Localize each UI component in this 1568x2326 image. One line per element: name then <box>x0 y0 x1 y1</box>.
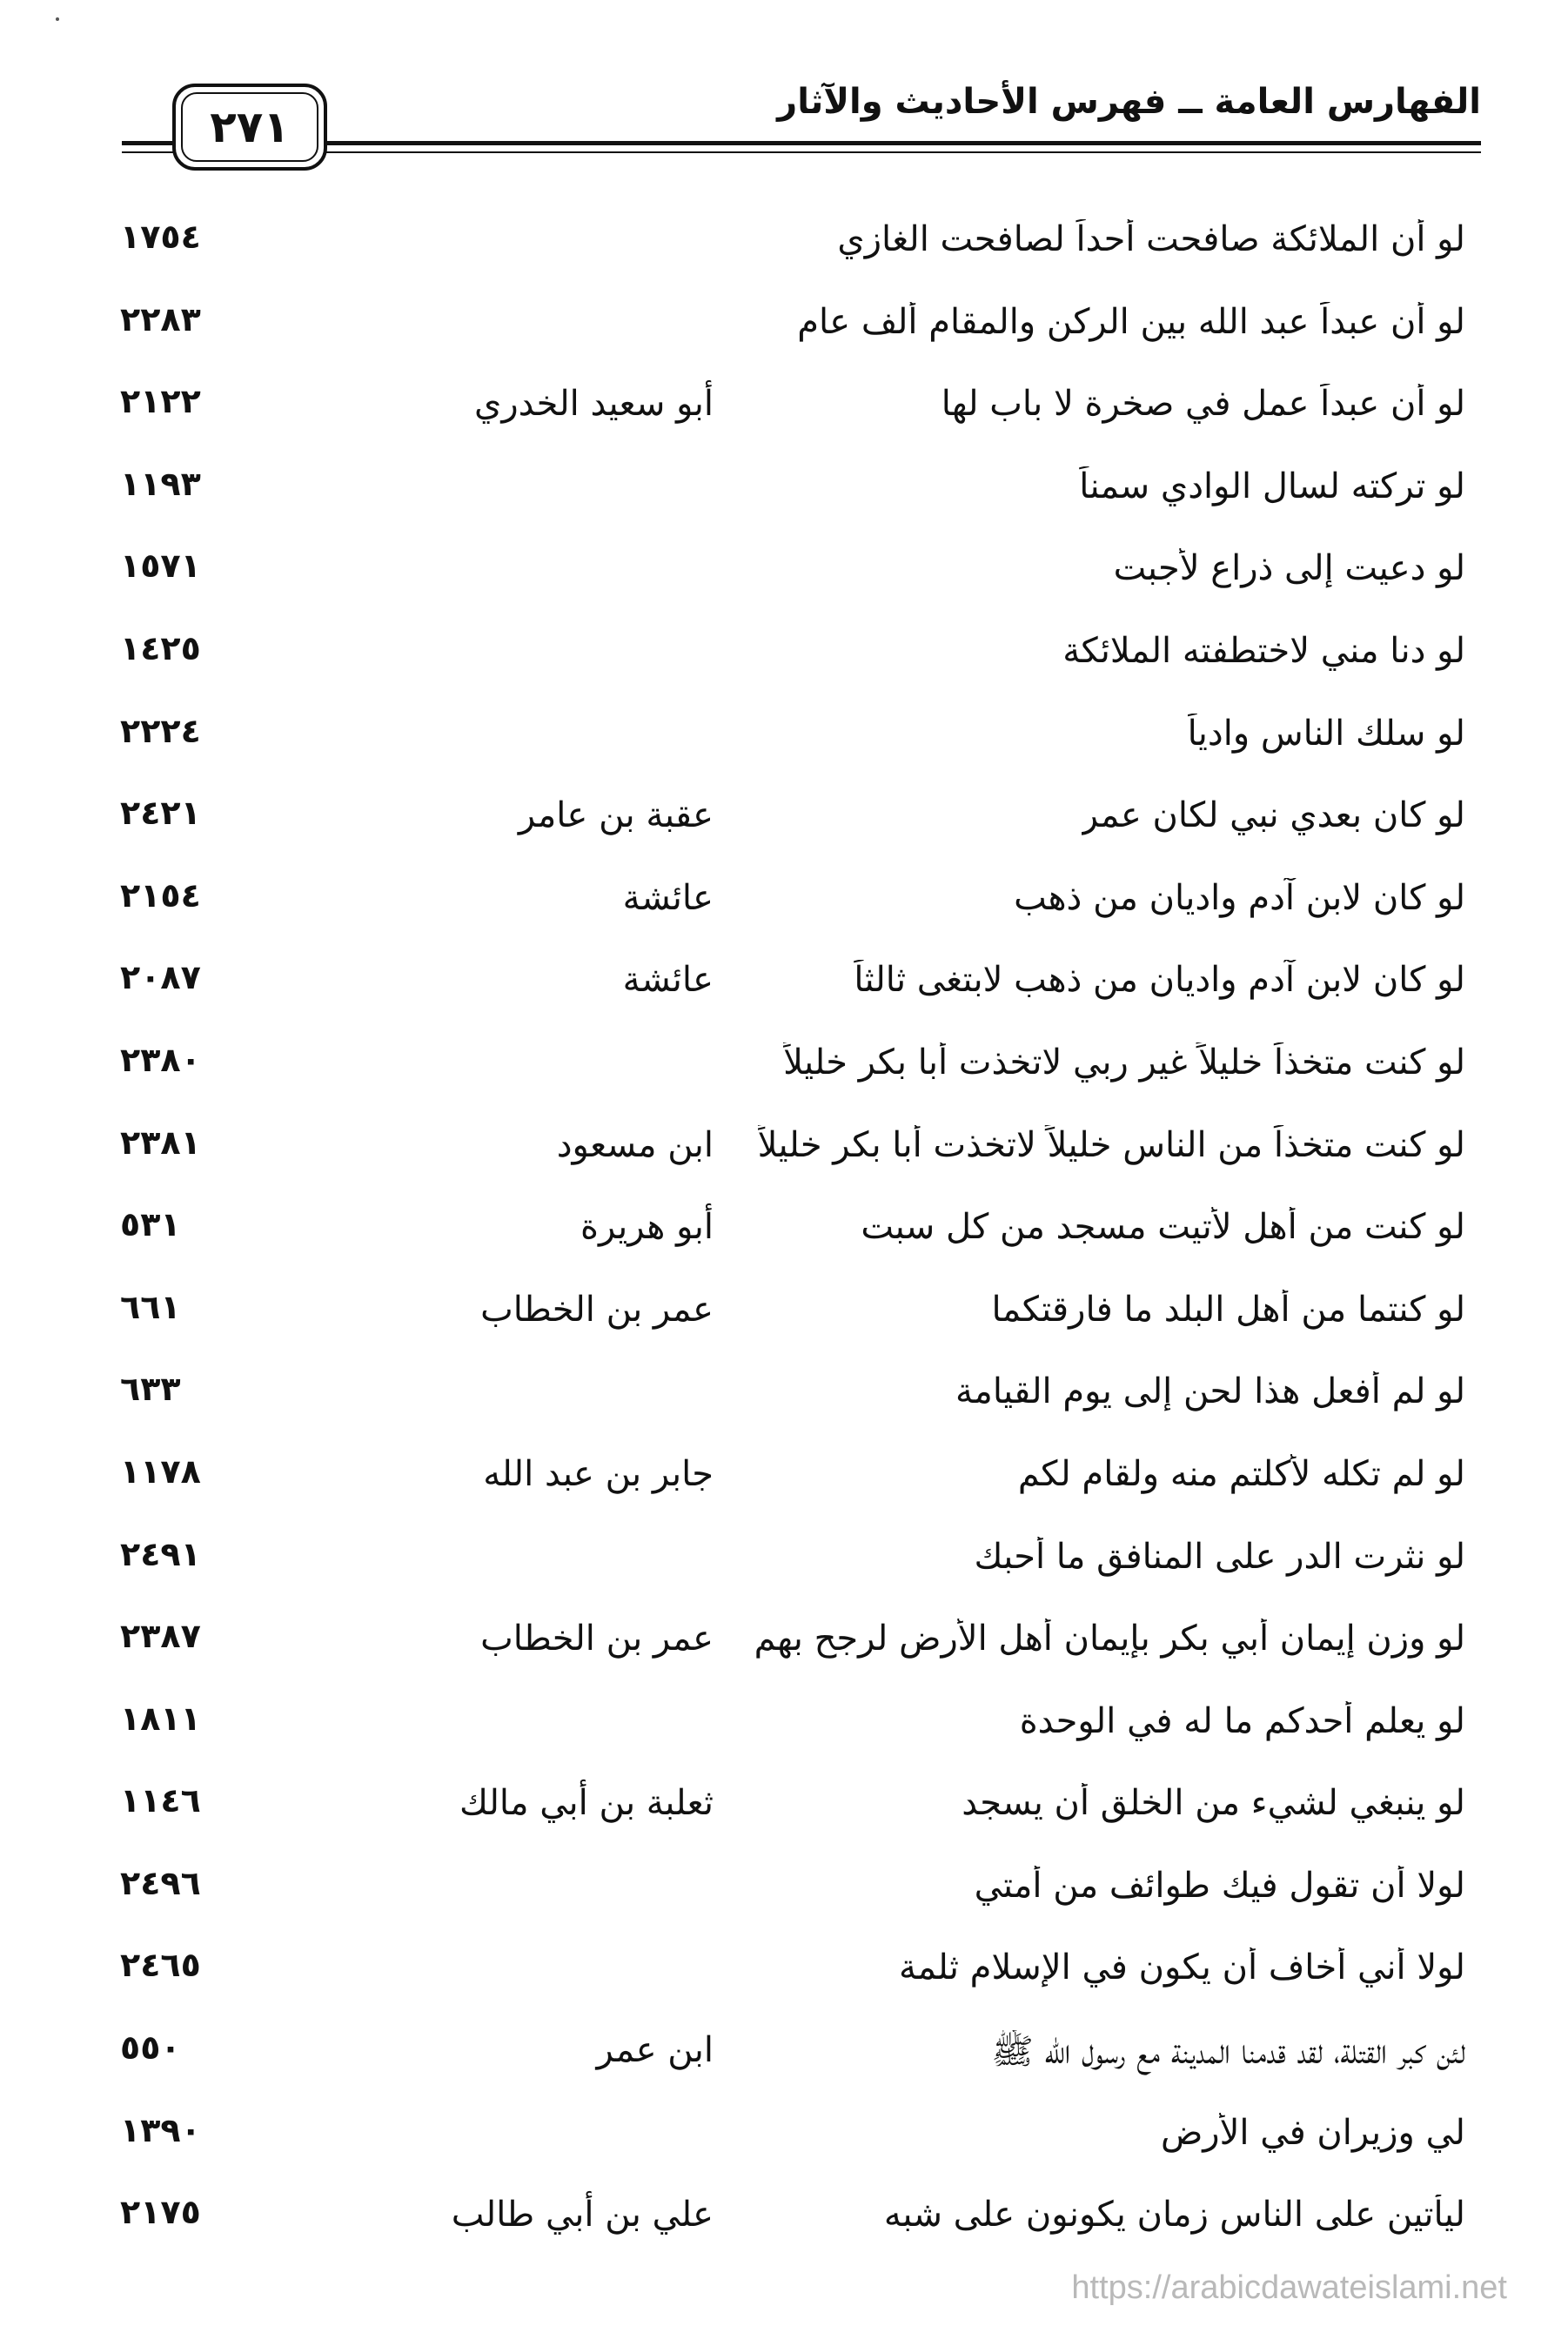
hadith-text: لو تركته لسال الوادي سمناً <box>1079 466 1465 506</box>
hadith-text: لو كان بعدي نبي لكان عمر <box>1081 795 1465 836</box>
hadith-number: ٢٣٨٧ <box>120 1617 201 1656</box>
index-entry <box>0 1195 1568 1277</box>
index-entry <box>0 1525 1568 1607</box>
index-entry <box>0 948 1568 1030</box>
narrator-name: علي بن أبي طالب <box>451 2195 714 2236</box>
hadith-text: لو سلك الناس وادياً <box>1187 713 1465 754</box>
hadith-text: لو كنت متخذاً من الناس خليلاً لاتخذت أبا بكر خليلاً <box>757 1124 1465 1165</box>
hadith-text: لو لم تكله لأكلتم منه ولقام لكم <box>1017 1453 1465 1494</box>
index-entry <box>0 783 1568 866</box>
narrator-name: عمر بن الخطاب <box>480 1619 714 1659</box>
scan-speck <box>56 17 59 21</box>
index-entry <box>0 1277 1568 1360</box>
hadith-text: لو كنت متخذاً خليلاً غير ربي لاتخذت أبا بكر خليلاً <box>783 1042 1465 1083</box>
hadith-number: ٢٤٩٦ <box>120 1863 201 1902</box>
index-entry <box>0 290 1568 372</box>
hadith-number: ٢٣٨١ <box>120 1123 201 1162</box>
narrator-name: ابن مسعود <box>556 1124 714 1165</box>
hadith-number: ١١٧٨ <box>120 1451 201 1491</box>
hadith-number: ١١٩٣ <box>120 464 201 503</box>
index-entry <box>0 1030 1568 1113</box>
index-entry <box>0 1771 1568 1853</box>
narrator-name: عائشة <box>622 877 714 918</box>
hadith-number: ٢١٧٥ <box>120 2193 201 2232</box>
hadith-text: لو دنا مني لاختطفته الملائكة <box>1062 630 1465 671</box>
narrator-name: ابن عمر <box>596 2030 714 2071</box>
hadith-number: ٥٣١ <box>120 1205 181 1244</box>
hadith-text: لو كان لابن آدم واديان من ذهب <box>1014 877 1465 918</box>
index-entry <box>0 207 1568 290</box>
narrator-name: عمر بن الخطاب <box>480 1289 714 1330</box>
hadith-number: ٢٤٩١ <box>120 1534 201 1573</box>
narrator-name: أبو هريرة <box>580 1207 714 1248</box>
hadith-number: ٢٢٢٤ <box>120 711 201 750</box>
running-title: الفهارس العامة ــ فهرس الأحاديث والآثار <box>777 82 1481 122</box>
index-entry <box>0 1606 1568 1689</box>
hadith-text: لئن كبر القتلة، لقد قدمنا المدينة مع رسول الله ﷺ <box>991 2032 1465 2073</box>
hadith-number: ٢٠٨٧ <box>120 958 201 997</box>
hadith-number: ٢٣٨٠ <box>120 1040 201 1079</box>
index-entry <box>0 2018 1568 2101</box>
hadith-number: ٢١٥٤ <box>120 875 201 915</box>
hadith-text: لو كان لابن آدم واديان من ذهب لابتغى ثالثاً <box>854 960 1465 1001</box>
index-entry <box>0 2182 1568 2265</box>
index-entry <box>0 1853 1568 1936</box>
hadith-text: لو كنت من أهل لأتيت مسجد من كل سبت <box>861 1207 1465 1248</box>
index-entry <box>0 1113 1568 1196</box>
hadith-text: لو أن عبداً عبد الله بين الركن والمقام ألف عام <box>797 301 1465 342</box>
hadith-number: ١٨١١ <box>120 1699 201 1738</box>
hadith-text: ليأتين على الناس زمان يكونون على شبه <box>883 2195 1465 2236</box>
index-entry <box>0 1689 1568 1772</box>
hadith-number: ١٣٩٠ <box>120 2110 201 2149</box>
index-entry <box>0 536 1568 619</box>
index-entry <box>0 701 1568 784</box>
hadith-number: ١٥٧١ <box>120 546 201 586</box>
hadith-number: ٦٦١ <box>120 1287 181 1326</box>
hadith-text: لو نثرت الدر على المنافق ما أحبك <box>974 1536 1465 1577</box>
index-entry <box>0 866 1568 948</box>
index-entry <box>0 2101 1568 2183</box>
index-entry <box>0 372 1568 454</box>
hadith-text: لو لم أفعل هذا لحن إلى يوم القيامة <box>955 1371 1465 1412</box>
hadith-text: لو أن عبداً عمل في صخرة لا باب لها <box>941 384 1465 425</box>
narrator-name: عقبة بن عامر <box>518 795 714 836</box>
hadith-text: لو أن الملائكة صافحت أحداً لصافحت الغازي <box>837 219 1465 259</box>
narrator-name: ثعلبة بن أبي مالك <box>459 1783 714 1824</box>
index-entry <box>0 1359 1568 1442</box>
hadith-text: لو دعيت إلى ذراع لأجبت <box>1113 548 1465 589</box>
hadith-number: ٢٢٨٣ <box>120 299 201 339</box>
index-entry <box>0 1935 1568 2018</box>
hadith-number: ٦٣٣ <box>120 1370 181 1409</box>
hadith-index-list <box>0 207 1568 2265</box>
hadith-text: لو يعلم أحدكم ما له في الوحدة <box>1019 1700 1465 1741</box>
hadith-text: لو ينبغي لشيء من الخلق أن يسجد <box>962 1783 1465 1824</box>
hadith-number: ٥٥٠ <box>120 2028 181 2068</box>
hadith-text: لو كنتما من أهل البلد ما فارقتكما <box>991 1289 1465 1330</box>
page-number-badge <box>172 84 327 171</box>
watermark-url: https://arabicdawateislami.net <box>1071 2269 1507 2306</box>
hadith-number: ٢١٢٢ <box>120 382 201 421</box>
narrator-name: أبو سعيد الخدري <box>474 384 714 425</box>
hadith-number: ١١٤٦ <box>120 1781 201 1820</box>
hadith-text: لولا أن تقول فيك طوائف من أمتي <box>974 1865 1465 1906</box>
hadith-text: لو وزن إيمان أبي بكر بإيمان أهل الأرض لرجح بهم <box>754 1619 1465 1659</box>
hadith-number: ٢٤٢١ <box>120 794 201 833</box>
hadith-text: لي وزيران في الأرض <box>1160 2112 1465 2153</box>
hadith-text: لولا أني أخاف أن يكون في الإسلام ثلمة <box>899 1947 1465 1988</box>
hadith-number: ١٧٥٤ <box>120 218 201 256</box>
index-entry <box>0 619 1568 701</box>
hadith-number: ٢٤٦٥ <box>120 1946 201 1985</box>
narrator-name: جابر بن عبد الله <box>483 1453 714 1494</box>
hadith-number: ١٤٢٥ <box>120 628 201 667</box>
page-header <box>122 77 1481 172</box>
narrator-name: عائشة <box>622 960 714 1001</box>
page-number: ٢٧١ <box>181 92 318 162</box>
index-entry <box>0 454 1568 537</box>
index-entry <box>0 1442 1568 1525</box>
